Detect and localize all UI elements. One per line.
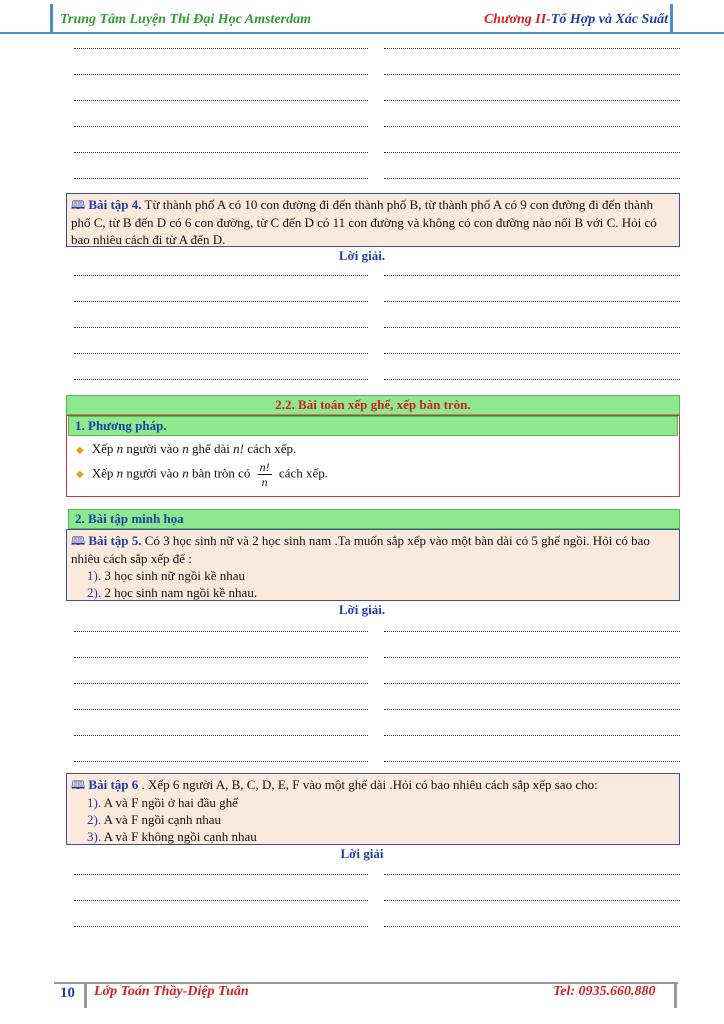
exercise-5-label: Bài tập 5. [88, 533, 142, 548]
solution-label-5: Lời giải. [338, 602, 386, 617]
exercise-4-box [66, 193, 680, 247]
exercise-5-box [66, 529, 680, 601]
footer-phone: Tel: 0935.660.880 [553, 984, 656, 999]
footer-left-bar [84, 982, 87, 1008]
exercise-6-item: 2). A và F ngồi cạnh nhau [87, 812, 221, 827]
fraction-n-factorial-over-n: $\frac{n!}{n}$ [259, 460, 270, 489]
section-title: 2.2. Bài toán xếp ghế, xếp bàn tròn. [66, 395, 680, 415]
book-icon: 🕮 [71, 534, 86, 548]
header-chapter [484, 12, 668, 28]
header-right-bar [670, 4, 673, 34]
page-number: 10 [60, 985, 75, 1001]
method-bullet-2: ◆ Xếp n người vào n bàn tròn có $\frac{n!}{n}$ cách xếp. [76, 460, 329, 489]
exercise-6-item: 3). A và F không ngồi cạnh nhau [87, 829, 257, 844]
exercise-4-label: Bài tập 4. [88, 197, 142, 212]
method-bullet-1: ◆ Xếp n người vào n ghế dài n! cách xếp. [76, 441, 297, 456]
exercise-6-label: Bài tập 6 [88, 777, 139, 792]
header-left-bar [50, 4, 53, 34]
footer-class-name: Lớp Toán Thầy-Diệp Tuân [94, 984, 249, 999]
exercise-6-box [66, 773, 680, 845]
method-title: 1. Phương pháp. [68, 416, 678, 436]
solution-label-6: Lời giải [340, 846, 384, 861]
exercise-5-item: 2). 2 học sinh nam ngồi kề nhau. [87, 585, 258, 600]
book-icon: 🕮 [71, 778, 86, 792]
examples-title: 2. Bài tập minh họa [68, 509, 680, 529]
exercise-5-item: 1). 3 học sinh nữ ngồi kề nhau [87, 568, 245, 583]
footer-right-bar [674, 982, 677, 1008]
exercise-4-text: Từ thành phố A có 10 con đường đi đến thành phố B, từ thành phố A có 9 con đường đi đến thành phố C, từ B đến D có 6 con đường, từ C đến D có 11 con đường và không có con đường nào nối B với C. Hỏi có bao nhiêu cách đi từ A đến D. [71, 197, 657, 247]
exercise-5-text: Có 3 học sinh nữ và 2 học sinh nam .Ta muốn sắp xếp vào một bàn dài có 5 ghế ngồi. Hỏi có bao nhiêu cách sắp xếp để : [71, 533, 650, 566]
header-rule [0, 32, 724, 34]
exercise-6-text: . Xếp 6 người A, B, C, D, E, F vào một ghế dài .Hỏi có bao nhiêu cách sắp xếp sao cho: [138, 777, 598, 792]
diamond-bullet-icon: ◆ [76, 445, 84, 456]
header-center-name: Trung Tâm Luyện Thi Đại Học Amsterdam [60, 12, 311, 27]
diamond-bullet-icon: ◆ [76, 469, 84, 481]
solution-label-4: Lời giải. [338, 248, 386, 263]
header-chapter-number: Chương II- [483, 12, 551, 27]
header-chapter-title: Tổ Hợp và Xác Suất [550, 12, 668, 27]
exercise-6-item: 1). A và F ngồi ở hai đầu ghế [87, 795, 238, 810]
book-icon: 🕮 [71, 198, 86, 212]
